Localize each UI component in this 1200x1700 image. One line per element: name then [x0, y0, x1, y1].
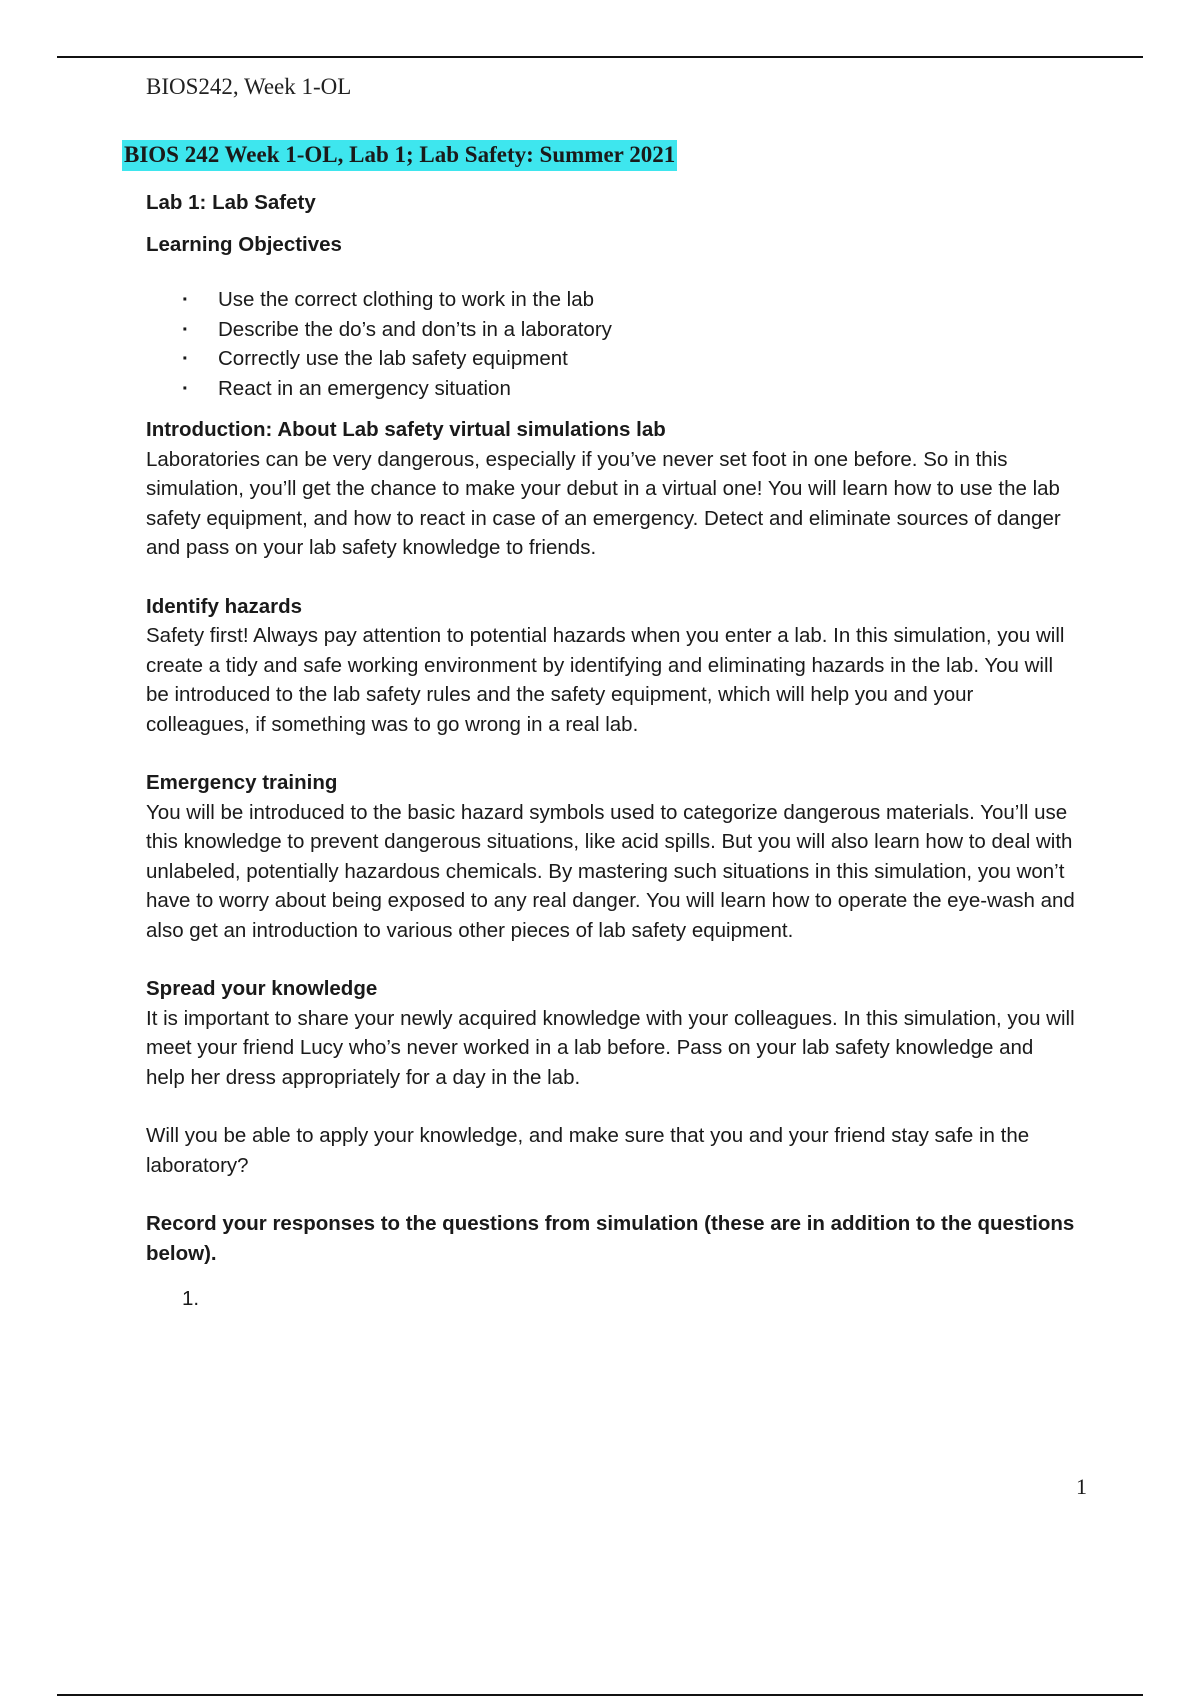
list-item: 1.	[182, 1287, 200, 1310]
objectives-list	[146, 285, 1076, 403]
document-title: BIOS 242 Week 1-OL, Lab 1; Lab Safety: Summer 2021	[122, 140, 677, 171]
record-instruction: Record your responses to the questions from simulation (these are in addition to the questions below).	[146, 1212, 1075, 1265]
section-heading-emergency: Emergency training	[146, 771, 338, 794]
section-body-knowledge: It is important to share your newly acquired knowledge with your colleagues. In this simulation, you will meet your friend Lucy who’s never worked in a lab before. Pass on your lab safety knowledge and help her dress appropriately for a day in the lab.	[146, 1006, 1075, 1089]
page-number: 1	[1076, 1474, 1087, 1499]
list-item: · Correctly use the lab safety equipment	[146, 344, 1076, 374]
closing-question: Will you be able to apply your knowledge, and make sure that you and your friend stay safe in the laboratory?	[146, 1124, 1030, 1177]
bottom-rule	[57, 1694, 1143, 1696]
section-body-emergency: You will be introduced to the basic hazard symbols used to categorize dangerous materials. You’ll use this knowledge to prevent dangerous situations, like acid spills. But you will also learn how to deal with unlabeled, potentially hazardous chemicals. By mastering such situations in this simulation, you won’t have to worry about being exposed to any real danger. You will learn how to operate the eye-wash and also get an introduction to various other pieces of lab safety equipment.	[146, 800, 1075, 942]
list-item: · React in an emergency situation	[146, 374, 1076, 404]
document-body	[146, 188, 1076, 1314]
list-item: · Describe the do’s and don’ts in a laboratory	[146, 315, 1076, 345]
list-item: · Use the correct clothing to work in the lab	[146, 285, 1076, 315]
section-heading-knowledge: Spread your knowledge	[146, 977, 378, 1000]
section-heading-introduction: Introduction: About Lab safety virtual simulations lab	[146, 418, 666, 441]
section-body-introduction: Laboratories can be very dangerous, especially if you’ve never set foot in one before. So in this simulation, you’ll get the chance to make your debut in a virtual one! You will learn how to use the lab safety equipment, and how to react in case of an emergency. Detect and eliminate sources of danger and pass on your lab safety knowledge to friends.	[146, 447, 1061, 559]
lab-heading: Lab 1: Lab Safety	[146, 191, 316, 214]
page-header: BIOS242, Week 1-OL	[146, 74, 352, 99]
answers-list	[146, 1284, 1076, 1314]
section-body-hazards: Safety first! Always pay attention to potential hazards when you enter a lab. In this simulation, you will create a tidy and safe working environment by identifying and eliminating hazards in the lab. You will be introduced to the lab safety rules and the safety equipment, which will help you and your colleagues, if something was to go wrong in a real lab.	[146, 624, 1065, 736]
top-rule	[57, 56, 1143, 58]
objectives-heading: Learning Objectives	[146, 232, 342, 256]
section-heading-hazards: Identify hazards	[146, 594, 303, 618]
